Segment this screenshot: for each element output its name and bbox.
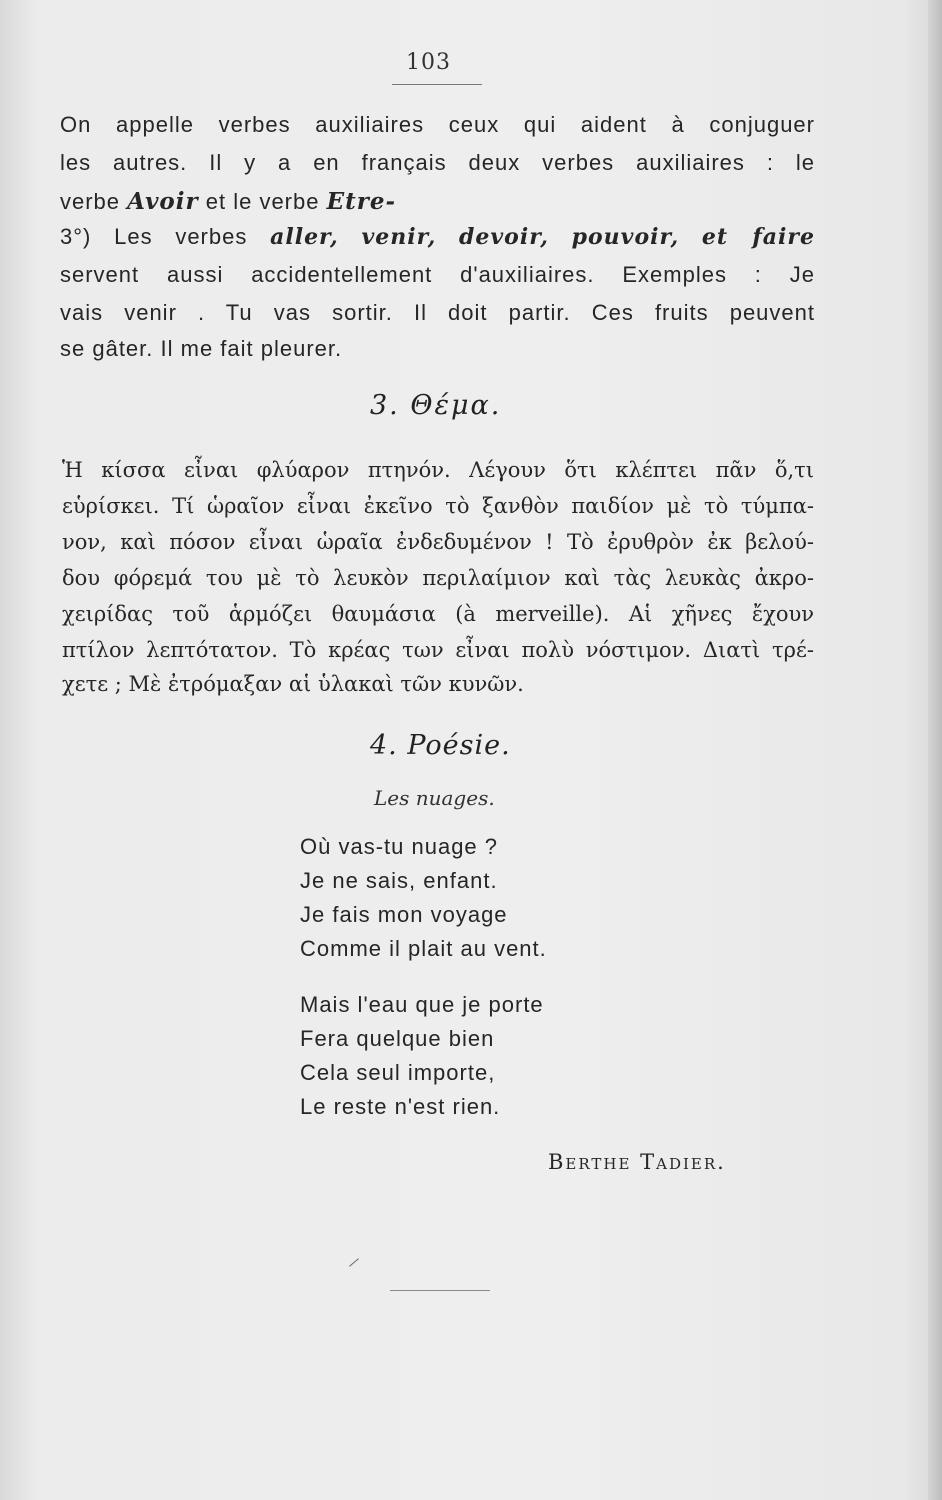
intro-line-1: On appelle verbes auxiliaires ceux qui aident à conjuguer [60, 112, 815, 137]
greek-line-2: εὑρίσκει. Τί ὡραῖον εἶναι ἐκεῖνο τὸ ξανθὸν παιδίον μὲ τὸ τύμπα- [62, 494, 814, 518]
header-rule [392, 84, 482, 85]
poem-title: Les nuages. [374, 786, 495, 810]
greek-line-7: χετε ; Μὲ ἐτρόμαξαν αἱ ὑλακαὶ τῶν κυνῶν. [62, 672, 524, 696]
ink-mark [349, 1258, 359, 1266]
word-avoir: Avoir [127, 188, 199, 215]
poesie-heading: 4. Poésie. [370, 730, 511, 761]
poem-line: Je fais mon voyage [300, 902, 508, 927]
poem-line: Cela seul importe, [300, 1060, 496, 1085]
verb-aller: aller, [270, 224, 339, 250]
verb-faire: et faire [701, 224, 815, 250]
greek-line-1: Ἡ κίσσα εἶναι φλύαρον πτηνόν. Λέγουν ὅτι κλέπτει πᾶν ὅ,τι [62, 458, 814, 482]
intro-line-3 [60, 188, 815, 215]
aux-line-3: vais venir . Tu vas sortir. Il doit partir. Ces fruits peuvent [60, 300, 815, 325]
greek-line-5: χειρίδας τοῦ ἁρμόζει θαυμάσια (à merveille). Αἱ χῆνες ἔχουν [62, 602, 814, 626]
aux-line-1-pre: 3°) Les verbes [60, 224, 271, 249]
verb-pouvoir: pouvoir, [571, 224, 680, 250]
poem-line: Le reste n'est rien. [300, 1094, 501, 1119]
aux-line-4: se gâter. Il me fait pleurer. [60, 336, 343, 361]
aux-line-2: servent aussi accidentellement d'auxiliaires. Exemples : Je [60, 262, 815, 287]
greek-line-6: πτίλον λεπτότατον. Τὸ κρέας των εἶναι πολὺ νόστιμον. Διατὶ τρέ- [62, 638, 814, 662]
intro-line-3-pre: verbe [60, 189, 128, 214]
poem-line: Fera quelque bien [300, 1026, 495, 1051]
page-gutter [928, 0, 942, 1500]
verb-devoir: devoir, [459, 224, 549, 250]
verb-venir: venir, [361, 224, 437, 250]
footer-rule [390, 1290, 490, 1291]
greek-line-4: δου φόρεμά του μὲ τὸ λευκὸν περιλαίμιον καὶ τὰς λευκὰς ἀκρο- [62, 566, 814, 590]
word-etre: Etre- [326, 188, 397, 215]
poem-line: Où vas-tu nuage ? [300, 834, 499, 859]
thema-heading: 3. Θέμα. [370, 390, 502, 421]
poem-author: Berthe Tadier. [548, 1150, 726, 1174]
poem-line: Je ne sais, enfant. [300, 868, 498, 893]
intro-line-2: les autres. Il y a en français deux verbes auxiliaires : le [60, 150, 815, 175]
greek-line-3: νον, καὶ πόσον εἶναι ὡραῖα ἐνδεδυμένον ! Τὸ ἐρυθρὸν ἐκ βελού- [62, 530, 814, 554]
intro-line-3-mid: et le verbe [198, 189, 327, 214]
poem-line: Comme il plait au vent. [300, 936, 547, 961]
aux-line-1 [60, 224, 815, 250]
page-number: 103 [406, 50, 451, 75]
poem-line: Mais l'eau que je porte [300, 992, 544, 1017]
